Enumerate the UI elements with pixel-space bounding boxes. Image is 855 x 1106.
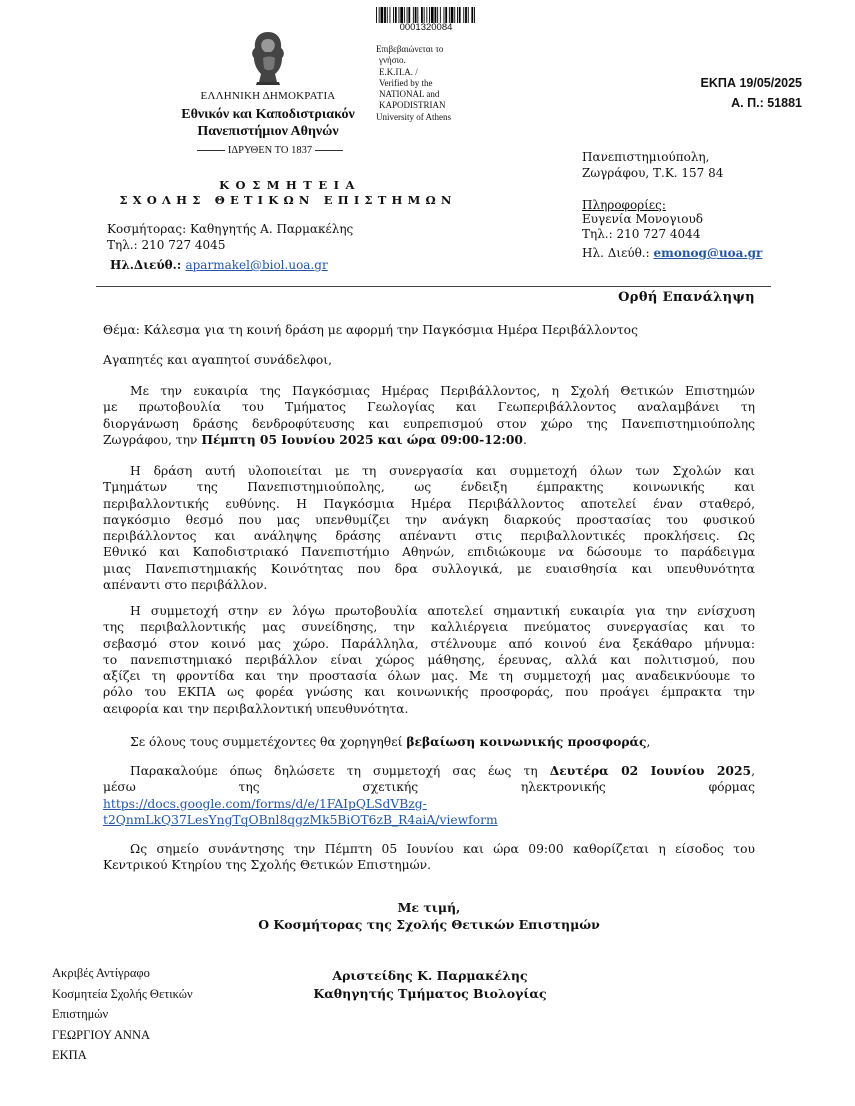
text: . [522, 432, 527, 447]
barcode-bar [429, 7, 430, 23]
paragraph-line: Ως σημείο συνάντησης την Πέμπτη 05 Ιουνίου και ώρα 09:00 καθορίζεται η είσοδος του [130, 842, 755, 856]
dean-email-link[interactable]: aparmakel@biol.uoa.gr [185, 258, 328, 272]
paragraph-5 [103, 763, 755, 828]
protocol-number: Α. Π.: 51881 [731, 96, 802, 110]
barcode-bar [424, 7, 425, 23]
barcode-bar [407, 7, 408, 23]
address-line2: Ζωγράφου, Τ.Κ. 157 84 [582, 166, 724, 180]
barcode-bar [404, 7, 405, 23]
barcode-bar [459, 7, 461, 23]
barcode-bar [415, 7, 417, 23]
greeting: Αγαπητές και αγαπητοί συνάδελφοι, [103, 353, 332, 367]
paragraph-line: περιβάλλοντος και ανάληψης δράσης απέναντι στις περιβαλλοντικές προκλήσεις. Ως [103, 529, 755, 544]
subject-line: Θέμα: Κάλεσμα για τη κοινή δράση με αφορμή την Παγκόσμια Ημέρα Περιβάλλοντος [103, 323, 638, 337]
barcode-bar [408, 7, 410, 23]
email-label: Ηλ. Διεύθ.: [582, 246, 654, 260]
text: Ζωγράφου, την [103, 432, 202, 447]
athena-head-icon [246, 30, 290, 86]
barcode-bar [393, 7, 394, 23]
school-title: ΣΧΟΛΗΣ ΘΕΤΙΚΩΝ ΕΠΙΣΤΗΜΩΝ [119, 193, 457, 207]
barcode-bar [474, 7, 475, 23]
barcode-number: 0001320084 [399, 22, 453, 33]
barcode-bar [390, 7, 391, 23]
barcode-bar [395, 7, 397, 23]
paragraph-line: διοργάνωση δράσης δενδροφύτευσης και ευπρεπισμού στον χώρο της Πανεπιστημιούπολης [103, 416, 755, 431]
barcode-bar [379, 7, 380, 23]
paragraph-line [103, 432, 755, 448]
dean-phone: Τηλ.: 210 727 4045 [107, 238, 226, 252]
event-date: Πέμπτη 05 Ιουνίου 2025 και ώρα 09:00-12:00 [201, 431, 523, 447]
email-label: Ηλ.Διεύθ.: [110, 258, 186, 272]
barcode-bar [440, 7, 441, 23]
form-link[interactable]: https://docs.google.com/forms/d/e/1FAIpQLSdVBzg- [103, 796, 427, 811]
correction-label: Ορθή Επανάληψη [618, 290, 755, 305]
paragraph-line: ρόλο του ΕΚΠΑ ως φορέα γνώσης και κοινωνικής προσφοράς, που προάγει έμπρακτα την [103, 685, 755, 700]
paragraph-line: Κεντρικού Κτηρίου της Σχολής Θετικών Επιστημών. [103, 858, 432, 873]
info-email-line [582, 246, 762, 260]
copy-note-line: ΓΕΩΡΓΙΟΥ ΑΝΝΑ [52, 1027, 151, 1042]
signer-name: Αριστείδης Κ. Παρμακέλης [332, 968, 528, 983]
deanery-title: ΚΟΣΜΗΤΕΙΑ [219, 178, 361, 192]
paragraph-line: μιας Πανεπιστημιακής Κοινότητας που δρα συλλογικά, με ευαισθησία και υπευθυνότητα [103, 561, 755, 576]
paragraph-line [103, 763, 755, 779]
barcode-bar [400, 7, 403, 23]
info-label: Πληροφορίες: [582, 198, 666, 212]
form-link-wrapper [103, 796, 755, 812]
barcode-icon [376, 7, 476, 23]
copy-note-line: ΕΚΠΑ [52, 1048, 87, 1062]
signoff-role: Ο Κοσμήτορας της Σχολής Θετικών Επιστημών [258, 917, 600, 932]
verification-line: Επιβεβαιώνεται το [376, 44, 444, 54]
verification-line: Ε.Κ.Π.Α. / [379, 66, 418, 77]
paragraph-line: της περιβαλλοντικής μας συνείδησης, την καλλιέργεια πνεύματος συνεργασίας και το [103, 620, 755, 635]
barcode-bar [421, 7, 423, 23]
paragraph-line: Η δράση αυτή υλοποιείται με τη συνεργασία και συμμετοχή όλων των Σχολών και [130, 464, 755, 478]
barcode-bar [465, 7, 467, 23]
copy-note-line: Επιστημών [52, 1007, 109, 1021]
barcode-bar [437, 7, 438, 23]
paragraph-2 [103, 463, 755, 593]
barcode-bar [435, 7, 437, 23]
paragraph-line: Τμημάτων της Πανεπιστημιούπολης, ως ένδειξη έμπρακτης κοινωνικής και [103, 480, 755, 495]
form-link[interactable]: t2QnmLkQ37LesYngTqOBnl8qgzMk5BiOT6zB_R4aiA/viewform [103, 812, 498, 827]
paragraph-line: αξίζει τη φροντίδα και την προστασία όλων μας. Με τη συμμετοχή μας αναδεικνύουμε το [103, 669, 755, 684]
barcode-bar [457, 7, 458, 23]
paragraph-line: Εθνικό και Καποδιστριακό Πανεπιστήμιο Αθηνών, επιδιώκουμε να δώσουμε το παράδειγμα [103, 545, 755, 560]
barcode-bar [384, 7, 386, 23]
form-link-wrapper [103, 812, 755, 828]
barcode-bar [468, 7, 469, 23]
text: , [646, 735, 651, 749]
barcode-bar [376, 7, 377, 23]
university-name-line1: Εθνικόν και Καποδιστριακόν [181, 107, 355, 122]
info-contact-name: Ευγενία Μονογιουδ [582, 212, 704, 226]
info-phone: Τηλ.: 210 727 4044 [582, 227, 701, 241]
paragraph-line: απέναντι στο περιβάλλον. [103, 578, 268, 593]
deadline-date: Δευτέρα 02 Ιουνίου 2025 [549, 763, 752, 778]
university-name-line2: Πανεπιστήμιον Αθηνών [197, 124, 339, 139]
paragraph-line: το πανεπιστημιακό περιβάλλον είναι χώρος μάθησης, έρευνας, αλλά και πολιτισμού, που [103, 652, 755, 667]
dean-email-line [110, 258, 328, 272]
barcode-bar [387, 7, 388, 23]
protocol-reference [640, 73, 802, 113]
paragraph-line: Η συμμετοχή στην εν λόγω πρωτοβουλία αποτελεί σημαντική ευκαιρία για την ενίσχυση [130, 604, 755, 618]
paragraph-line: Με την ευκαιρία της Παγκόσμιας Ημέρας Περιβάλλοντος, η Σχολή Θετικών Επιστημών [130, 384, 755, 398]
barcode-bar [431, 7, 434, 23]
barcode-bar [471, 7, 473, 23]
barcode-bar [444, 7, 445, 23]
info-email-link[interactable]: emonog@uoa.gr [653, 246, 763, 260]
barcode-bar [413, 7, 414, 23]
paragraph-3 [103, 603, 755, 717]
verification-line: γνήσιο. [379, 55, 406, 66]
founded-text: ΙΔΡΥΘΕΝ ΤΟ 1837 [227, 145, 313, 156]
verification-line: University of Athens [376, 111, 451, 122]
address-line1: Πανεπιστημιούπολη, [582, 150, 710, 164]
text: Σε όλους τους συμμετέχοντες θα χορηγηθεί [130, 735, 407, 749]
barcode-bar [399, 7, 400, 23]
barcode-bar [463, 7, 464, 23]
copy-note-line: Ακριβές Αντίγραφο [52, 966, 150, 980]
barcode-bar [454, 7, 455, 23]
header-divider [96, 286, 771, 287]
verification-line: Verified by the [379, 77, 433, 88]
text: Παρακαλούμε όπως δηλώσετε τη συμμετοχή σας έως τη [130, 764, 550, 778]
paragraph-4 [103, 734, 755, 750]
paragraph-line: με πρωτοβουλία του Τμήματος Γεωλογίας και Γεωπεριβάλλοντος αναλαμβάνει τη [103, 400, 755, 415]
barcode-bar [417, 7, 418, 23]
signer-title: Καθηγητής Τμήματος Βιολογίας [313, 986, 547, 1001]
true-copy-note [52, 963, 242, 1066]
barcode-bar [426, 7, 427, 23]
paragraph-line: αειφορία και την περιβαλλοντική υπευθυνότητα. [103, 701, 409, 716]
certificate-note: βεβαίωση κοινωνικής προσφοράς [406, 734, 647, 749]
reference-date: ΕΚΠΑ 19/05/2025 [700, 76, 802, 90]
paragraph-1 [103, 383, 755, 448]
barcode-bar [381, 7, 384, 23]
signoff-greeting: Με τιμή, [397, 900, 461, 915]
paragraph-line: σεβασμό στον κοινό μας χώρο. Παράλληλα, στέλνουμε από κοινού ένα ξεκάθαρο μήνυμα: [103, 636, 755, 651]
paragraph-line: μέσω της σχετικής ηλεκτρονικής φόρμας [103, 780, 755, 795]
text: , [751, 764, 755, 778]
paragraph-line [103, 734, 755, 750]
paragraph-line: παγκόσμιο θεσμό που μας υπενθυμίζει την ανάγκη διαρκούς προστασίας του φυσικού [103, 512, 755, 527]
dean-name: Κοσμήτορας: Καθηγητής Α. Παρμακέλης [107, 222, 354, 236]
country-name: ΕΛΛΗΝΙΚΗ ΔΗΜΟΚΡΑΤΙΑ [200, 90, 336, 102]
paragraph-6 [103, 841, 755, 874]
barcode-bar [451, 7, 454, 23]
paragraph-line: περιβαλλοντικής ευθύνης. Η Παγκόσμια Ημέρα Περιβάλλοντος αποτελεί έναν σταθερό, [103, 496, 755, 511]
verification-line: KAPODISTRIAN [379, 100, 446, 111]
barcode-bar [445, 7, 447, 23]
verification-line: NATIONAL and [379, 89, 440, 100]
copy-note-line: Κοσμητεία Σχολής Θετικών [52, 986, 193, 1001]
barcode-bar [449, 7, 450, 23]
founded-line [190, 145, 350, 156]
